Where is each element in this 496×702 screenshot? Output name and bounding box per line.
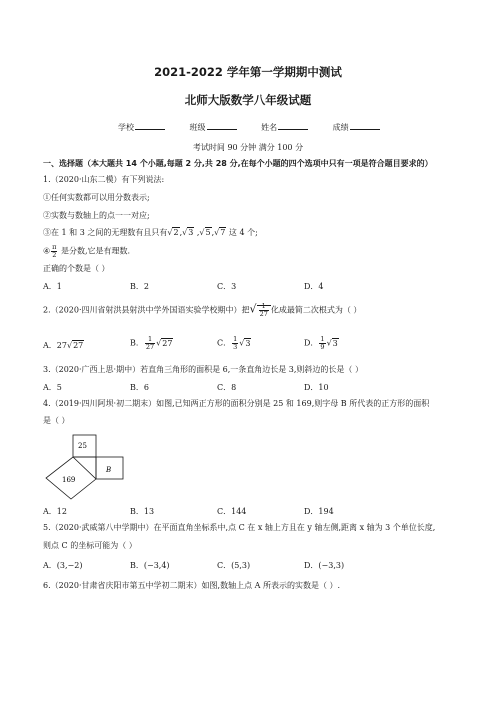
q3-option-c[interactable]: C．8 bbox=[217, 383, 237, 392]
q1-option-b[interactable]: B．2 bbox=[130, 282, 149, 291]
q1-option-a[interactable]: A．1 bbox=[43, 282, 62, 291]
q3-stem: 3.（2020·广西上思·期中）若直角三角形的面积是 6,一条直角边长是 3,则斜边的长是（ ） bbox=[43, 365, 363, 374]
q2-option-b[interactable]: B． $\frac{1}{27}$ √27 bbox=[130, 335, 173, 351]
q4-squares-figure bbox=[40, 432, 130, 500]
label-b: B bbox=[106, 466, 112, 474]
section-1-heading: 一、选择题（本大题共 14 个小题,每题 2 分,共 28 分,在每个小题的四个选项中只有一项是符合题目要求的） bbox=[43, 159, 433, 168]
name-field[interactable]: 姓名 bbox=[261, 123, 308, 132]
class-field[interactable]: 班级 bbox=[190, 123, 237, 132]
q5-stem-line-2: 则点 C 的坐标可能为（ ） bbox=[43, 541, 137, 550]
q4-option-d[interactable]: D．194 bbox=[304, 507, 334, 516]
q1-statement-3: ③在 1 和 3 之间的无理数有且只有√2,√3 ,√5,√7 这 4 个; bbox=[43, 228, 258, 237]
q3-option-b[interactable]: B．6 bbox=[130, 383, 149, 392]
radicand: 7 bbox=[220, 228, 226, 237]
pi-over-2-fraction: $\frac{\pi}{2}$ bbox=[52, 243, 57, 259]
exam-info: 考试时间 90 分钟 满分 100 分 bbox=[192, 143, 304, 152]
q1-statement-2: ②实数与数轴上的点一一对应; bbox=[43, 211, 150, 220]
radicand: 5 bbox=[205, 228, 211, 237]
title-line-1: 2021-2022 学年第一学期期中测试 bbox=[154, 65, 342, 79]
q5-option-d[interactable]: D．(−3,3) bbox=[304, 561, 345, 570]
q2-option-a[interactable]: A．27√27 bbox=[43, 341, 84, 350]
q5-stem-line-1: 5.（2020·武威第八中学期中）在平面直角坐标系中,点 C 在 x 轴上方且在 y 轴左侧,距离 x 轴为 3 个单位长度, bbox=[43, 523, 436, 532]
q1-statement-1: ①任何实数都可以用分数表示; bbox=[43, 193, 150, 202]
q4-stem-line-2: 是（ ） bbox=[43, 416, 70, 425]
title-line-2: 北师大版数学八年级试题 bbox=[184, 93, 312, 107]
q1-statement-4: ④ $\frac{\pi}{2}$ 是分数,它是有理数. bbox=[43, 243, 131, 259]
q3-option-a[interactable]: A．5 bbox=[43, 383, 62, 392]
q5-option-b[interactable]: B．(−3,4) bbox=[130, 561, 170, 570]
label-25: 25 bbox=[78, 442, 87, 450]
q2-option-d[interactable]: D． $\frac{1}{9}$ √3 bbox=[304, 335, 338, 351]
q4-option-b[interactable]: B．13 bbox=[130, 507, 155, 516]
q4-option-a[interactable]: A．12 bbox=[43, 507, 67, 516]
label-169: 169 bbox=[62, 476, 76, 484]
q5-option-c[interactable]: C．(5,3) bbox=[217, 561, 251, 570]
school-field[interactable]: 学校 bbox=[118, 123, 165, 132]
student-info-row bbox=[118, 121, 402, 133]
q3-option-d[interactable]: D．10 bbox=[304, 383, 329, 392]
q6-stem: 6.（2020·甘肃省庆阳市第五中学初二期末）如图,数轴上点 A 所表示的实数是（ ）. bbox=[43, 581, 341, 590]
q1-option-c[interactable]: C．3 bbox=[217, 282, 237, 291]
q2-stem: 2.（2020·四川省射洪县射洪中学外国语实验学校期中）把√ $\frac{1}{27}$ 化成最简二次根式为（ ） bbox=[43, 302, 362, 318]
q4-stem-line-1: 4.（2019·四川阿坝·初二期末）如图,已知两正方形的面积分别是 25 和 169,则字母 B 所代表的正方形的面积 bbox=[43, 399, 430, 408]
radicand: 3 bbox=[188, 228, 194, 237]
q2-option-c[interactable]: C． $\frac{1}{3}$ √3 bbox=[217, 335, 251, 351]
q1-option-d[interactable]: D．4 bbox=[304, 282, 324, 291]
q5-option-a[interactable]: A．(3,−2) bbox=[43, 561, 83, 570]
q4-option-c[interactable]: C．144 bbox=[217, 507, 247, 516]
radicand: 2 bbox=[173, 228, 179, 237]
q1-stem: 1.（2020·山东二模）有下列说法: bbox=[43, 175, 165, 184]
score-field[interactable]: 成绩 bbox=[333, 123, 380, 132]
q1-ask: 正确的个数是（ ） bbox=[43, 264, 110, 273]
